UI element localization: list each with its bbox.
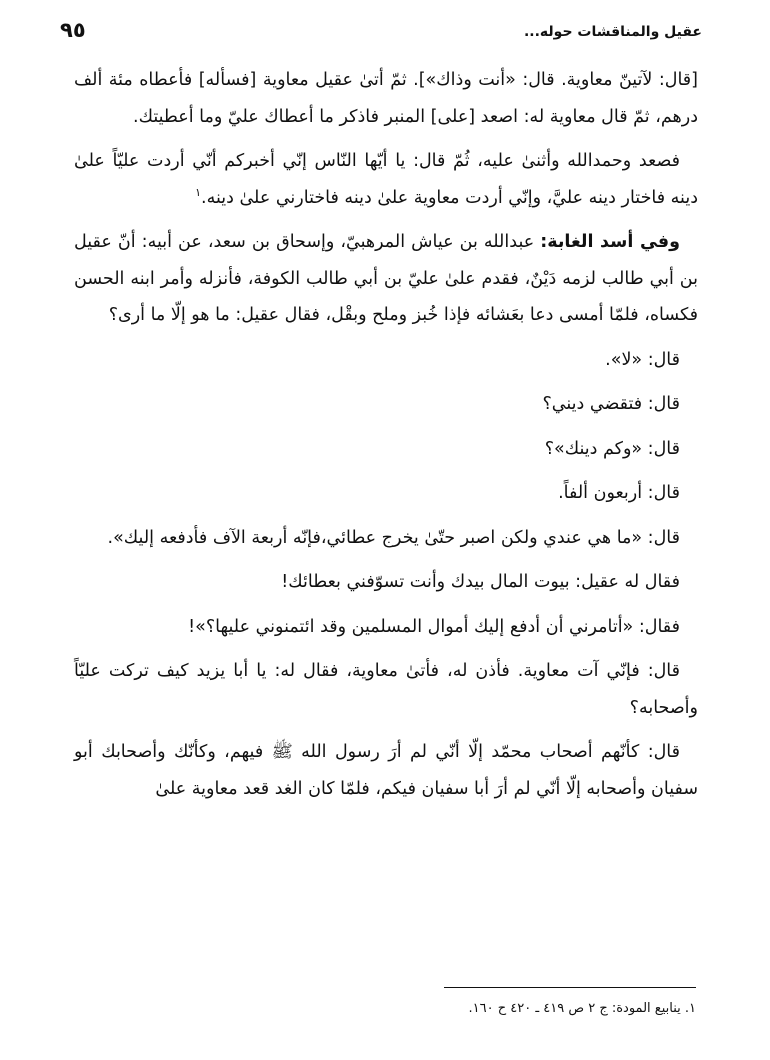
- footnote: ١. ينابيع المودة: ج ٢ ص ٤١٩ ـ ٤٢٠ ح ١٦٠.: [468, 1001, 696, 1016]
- paragraph-7: قال: أربعون ألفاً.: [558, 483, 680, 503]
- source-title: وفي أسد الغابة:: [540, 232, 680, 252]
- paragraph-9: فقال له عقيل: بيوت المال بيدك وأنت تسوّفني بعطائك!: [281, 572, 680, 592]
- paragraph-3: [74, 224, 698, 334]
- paragraph-4: قال: «لا».: [605, 349, 680, 370]
- paragraph-5: قال: فتقضي ديني؟: [542, 394, 680, 414]
- paragraph-6: قال: «وكم دينك»؟: [544, 438, 680, 459]
- paragraph-2: [74, 143, 698, 216]
- running-head: عقيل والمناقشات حوله...: [523, 24, 702, 40]
- footnote-divider: [444, 987, 696, 988]
- paragraph-2-text: فصعد وحمدالله وأثنىٰ عليه، ثُمّ قال: يا أيّها النّاس إنّي أخبركم أنّي أردت عليّاً علىٰ دينه فاختار دينه عليَّ، وإنّي أردت معاوية علىٰ دينه فاختارني علىٰ دينه.: [74, 151, 698, 208]
- paragraph-11: قال: فإنّي آت معاوية. فأذن له، فأتىٰ معاوية، فقال له: يا أبا يزيد كيف تركت عليّاً وأصحابه؟: [74, 661, 698, 718]
- paragraph-3-text: عبدالله بن عياش المرهبيّ، وإسحاق بن سعد، عن أبيه: أنّ عقيل بن أبي طالب لزمه دَيْنٌ، فقدم علىٰ عليّ بن أبي طالب الكوفة، فأنزله وأمر ابنه الحسن فكساه، فلمّا أمسى دعا بعَشائه فإذا خُبز وملح وبقْل، فقال عقيل: ما هو إلّا ما أرى؟: [74, 232, 698, 325]
- main-text: [74, 62, 698, 815]
- page-number: ٩٥: [60, 18, 86, 42]
- paragraph-10: فقال: «أتامرني أن أدفع إليك أموال المسلمين وقد ائتمنوني عليها؟»!: [188, 616, 680, 637]
- paragraph-12: قال: كأنّهم أصحاب محمّد إلّا أنّي لم أرَ رسول الله ﷺ فيهم، وكأنّك وأصحابك أبو سفيان وأصحابه إلّا أنّي لم أرَ أبا سفيان فيكم، فلمّا كان الغد قعد معاوية علىٰ: [74, 742, 698, 799]
- paragraph-8: قال: «ما هي عندي ولكن اصبر حتّىٰ يخرج عطائي،فإنّه أربعة الآف فأدفعه إليك».: [107, 527, 680, 548]
- footnote-reference: ١: [195, 185, 201, 199]
- paragraph-1: [قال: لآتينّ معاوية. قال: «أنت وذاك»]. ثمّ أتىٰ عقيل معاوية [فسأله] فأعطاه مئة ألف درهم، ثمّ قال معاوية له: اصعد [على] المنبر فاذكر ما أعطاك عليّ وما أعطيتك.: [74, 70, 698, 127]
- page-header: [60, 14, 710, 48]
